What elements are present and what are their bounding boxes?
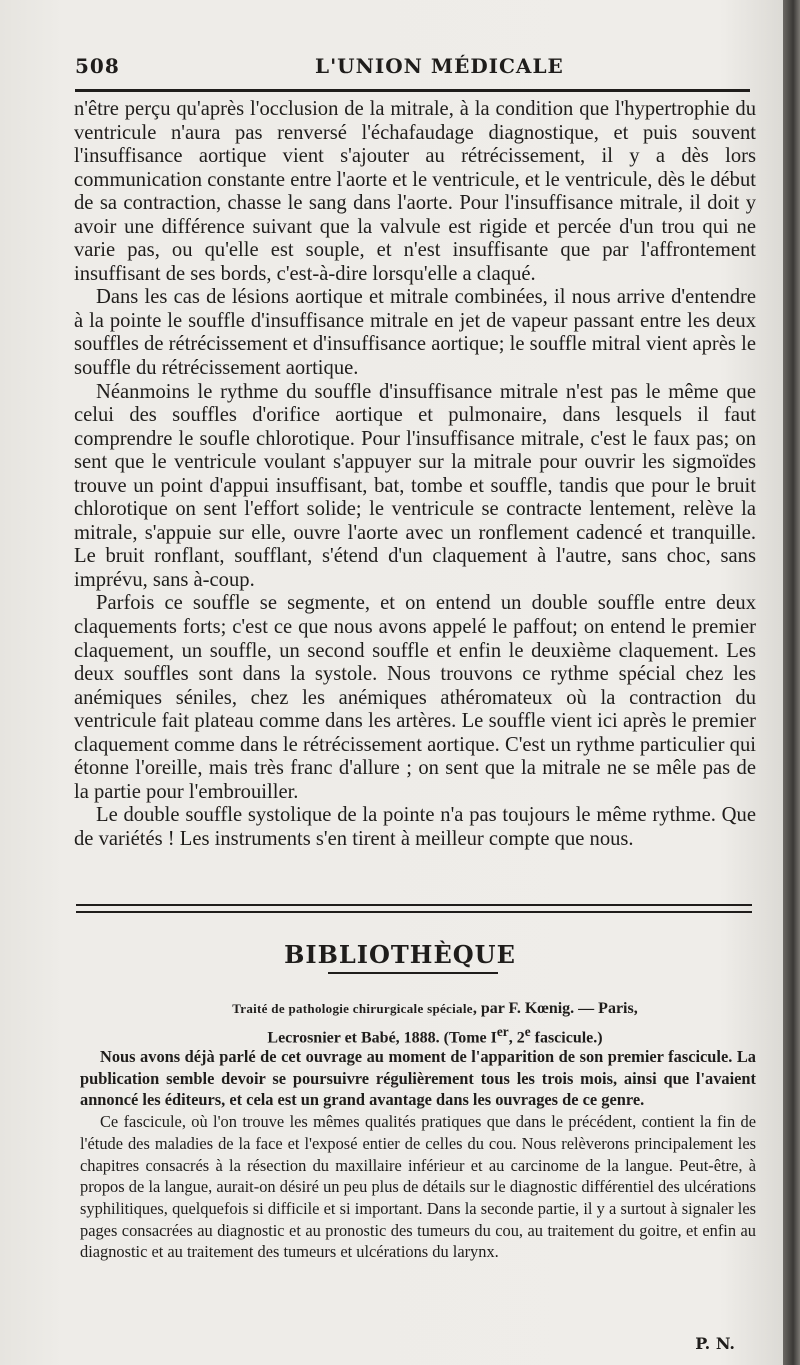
review-paragraph-1: Nous avons déjà parlé de cet ouvrage au moment de l'apparition de son premier fascicule. La publication semble devoir se poursuivre régulièrement tous les trois mois, ainsi que l'avaient annoncé les éditeurs, et cela est un grand avantage dans les ouvrages de ce genre. — [80, 1047, 756, 1110]
body-paragraph-4: Parfois ce souffle se segmente, et on entend un double souffle entre deux claquements forts; c'est ce que nous avons appelé le paffout; on entend le premier claquement, un souffle, un second souffle et enfin le deuxième claquement. Les deux souffles sont dans la systole. Nous trouvons ce rythme spécial chez les anémiques séniles, chez les anémiques athéromateux où la contraction du ventricule fait plateau comme dans les artères. Le souffle vient ici après le premier claquement comme dans le rétrécissement aortique. C'est un rythme particulier qui étonne l'oreille, mais très franc d'allure ; on sent que la mitrale ne se mêle pas de la partie pour l'embrouiller. — [74, 592, 756, 803]
article-body — [74, 98, 756, 852]
book-fascicle: , 2 — [508, 1029, 525, 1047]
section-title: BIBLIOTHÈQUE — [284, 940, 516, 969]
book-title: Traité de pathologie chirurgicale spéciale — [232, 1001, 473, 1016]
review-paragraph-2: Ce fascicule, où l'on trouve les mêmes qualités pratiques que dans le précédent, contient la fin de l'étude des maladies de la face et l'exposé entier de celles du cou. Nous relèverons principalement les chapitres consacrés à la résection du maxillaire inférieur et au carcinome de la langue. Peut-être, à propos de la langue, aurait-on désiré un peu plus de détails sur le diagnostic différentiel des ulcérations syphilitiques, quelquefois si difficile et si important. Dans la seconde partie, il y a surtout à signaler les pages consacrées au diagnostic et au pronostic des tumeurs du cou, au traitement du goitre, et enfin au diagnostic et au traitement des tumeurs et ulcérations du larynx. — [80, 1112, 756, 1262]
book-tome-sup: er — [496, 1024, 509, 1039]
body-paragraph-3: Néanmoins le rythme du souffle d'insuffisance mitrale n'est pas le même que celui des souffles d'orifice aortique et pulmonaire, dans lesquels il faut comprendre le soufle chlorotique. Pour l'insuffisance mitrale, c'est le faux pas; on sent que le ventricule voulant s'appuyer sur la mitrale pour ouvrir les sigmoïdes trouve un point d'appui insuffisant, bat, tombe et souffle, tandis que pour le bruit chlorotique on sent l'effort solide; le ventricule se contracte lentement, relève la mitrale, s'appuie sur elle, ouvre l'aorte avec un ronflement cadencé et tranquille. Le bruit ronflant, soufflant, s'étend d'un claquement à l'autre, sans choc, sans imprévu, sans à-coup. — [74, 380, 756, 591]
book-publisher: Lecrosnier et Babé, 1888. (Tome I — [267, 1029, 497, 1047]
book-fascicle-end: fascicule.) — [530, 1029, 603, 1047]
page-edge-shadow — [783, 0, 800, 1365]
review-body — [80, 1046, 756, 1263]
section-title-rule — [328, 972, 498, 974]
running-title: L'UNION MÉDICALE — [315, 54, 564, 78]
book-fascicle-sup: e — [524, 1024, 531, 1039]
book-reference — [115, 997, 755, 1049]
section-divider — [76, 904, 752, 913]
page-header — [75, 48, 755, 88]
body-paragraph-2: Dans les cas de lésions aortique et mitrale combinées, il nous arrive d'entendre à la pointe le souffle d'insuffisance mitrale en jet de vapeur passant entre les deux souffles de rétrécissement et d'insuffisance aortique; le souffle mitral vient après le souffle du rétrécissement aortique. — [74, 286, 756, 380]
book-author: , par F. Kœnig. — Paris, — [472, 1000, 638, 1017]
page-number: 508 — [75, 54, 120, 78]
header-rule — [75, 89, 750, 92]
review-signature: P. N. — [695, 1334, 735, 1353]
body-paragraph-5: Le double souffle systolique de la pointe n'a pas toujours le même rythme. Que de variétés ! Les instruments s'en tirent à meilleur compte que nous. — [74, 804, 756, 850]
body-paragraph-1: n'être perçu qu'après l'occlusion de la mitrale, à la condition que l'hypertrophie du ventricule n'aura pas renversé l'échafaudage diagnostique, et puis souvent l'insuffisance aortique vient s'ajouter au rétrécissement, il y a dès lors communication constante entre l'aorte et le ventricule, et le ventricule, dès le début de sa contraction, chasse le sang dans l'aorte. Pour l'insuffisance mitrale, il doit y avoir une différence suivant que la valvule est rigide et percée d'un trou qui ne varie pas, ou qu'elle est souple, et n'est insuffisante que par l'affrontement insuffisant de ses bords, c'est-à-dire lorsqu'elle a claqué. — [74, 98, 756, 285]
